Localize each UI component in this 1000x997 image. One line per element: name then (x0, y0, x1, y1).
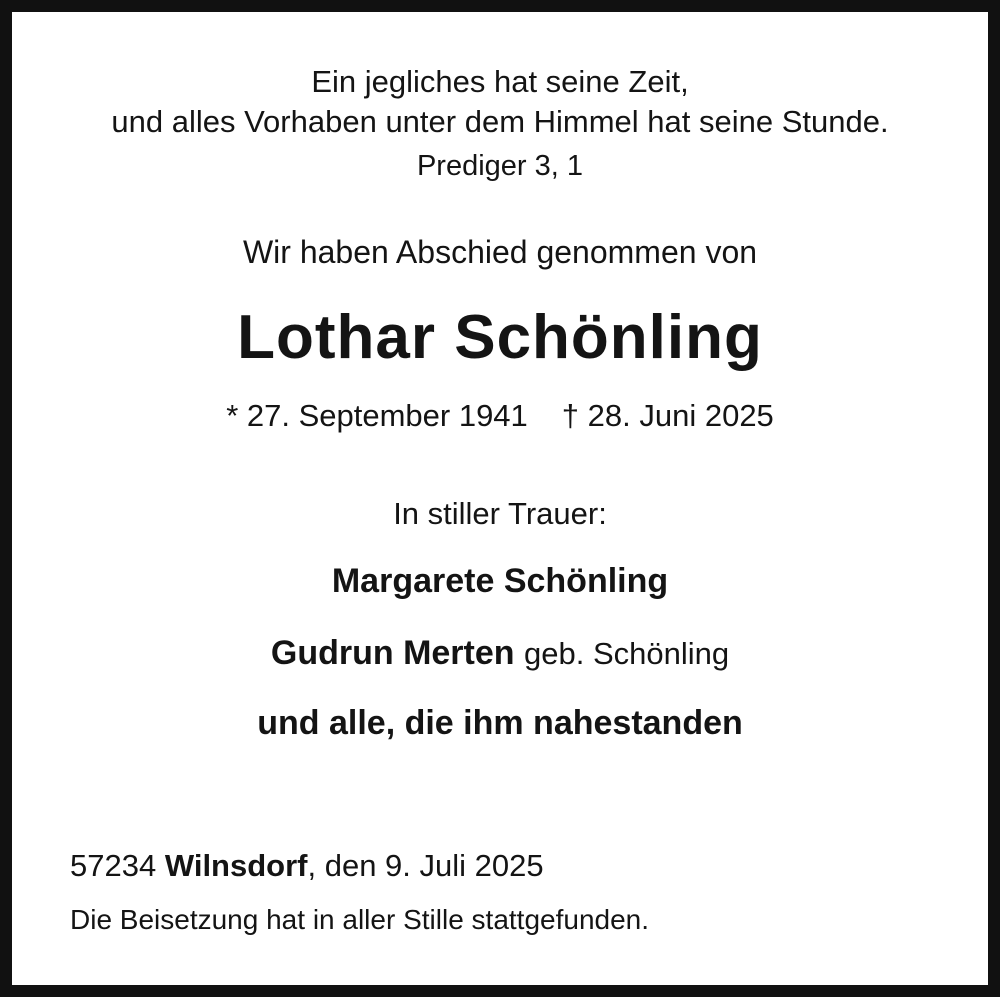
mourner-1: Margarete Schönling (331, 562, 669, 600)
verse-reference: Prediger 3, 1 (416, 150, 584, 182)
place-date-line (70, 848, 544, 884)
mourner-2-maiden-name: geb. Schönling (524, 636, 730, 671)
intro-text: Wir haben Abschied genommen von (242, 234, 758, 270)
mourner-2 (12, 634, 988, 673)
burial-note: Die Beisetzung hat in aller Stille stattgefunden. (70, 904, 650, 935)
birth-date: * 27. September 1941 (226, 398, 528, 433)
mourning-heading: In stiller Trauer: (393, 496, 607, 531)
notice-date: , den 9. Juli 2025 (307, 848, 544, 883)
verse-line-2: und alles Vorhaben unter dem Himmel hat seine Stunde. (111, 104, 889, 139)
zip-code: 57234 (70, 848, 157, 883)
verse-line-1: Ein jegliches hat seine Zeit, (311, 64, 689, 99)
mourner-2-name: Gudrun Merten (270, 634, 515, 672)
death-date: † 28. Juni 2025 (561, 398, 774, 433)
town-name: Wilnsdorf (164, 848, 308, 883)
deceased-name: Lothar Schönling (237, 303, 763, 372)
mourners-others: und alle, die ihm nahestanden (257, 704, 743, 742)
life-dates (12, 398, 988, 434)
